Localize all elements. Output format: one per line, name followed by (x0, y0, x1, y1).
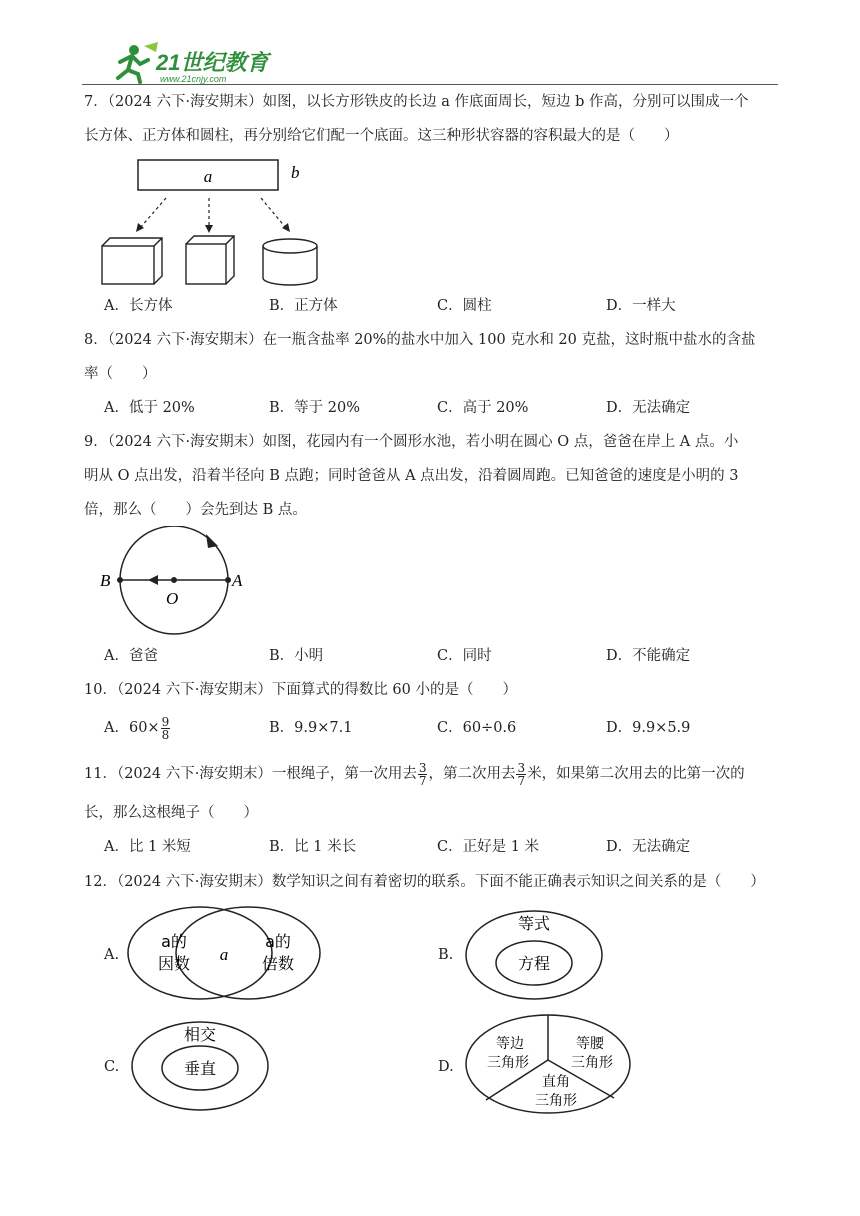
q9-option-d[interactable]: D．不能确定 (606, 648, 691, 664)
q7-option-c[interactable]: C．圆柱 (437, 298, 492, 314)
q9-text-line1: 9．（2024 六下·海安期末）如图，花园内有一个圆形水池，若小明在圆心 O 点，爸爸在岸上 A 点。小 (84, 434, 739, 450)
q12-text-line1: 12．（2024 六下·海安期末）数学知识之间有着密切的联系。下面不能正确表示知识之间关系的是（ ） (84, 874, 765, 890)
q8-option-a[interactable]: A．低于 20% (104, 400, 195, 416)
label-o: O (166, 589, 179, 608)
circumference-arrow-icon (206, 534, 218, 548)
q12-option-a-letter[interactable]: A. (104, 947, 120, 963)
logo-text: 21世纪教育 (156, 50, 269, 75)
site-logo (100, 40, 280, 86)
inner-label: 垂直 (183, 1059, 217, 1078)
fraction-denominator: 7 (418, 773, 427, 788)
outer-label: 相交 (183, 1025, 217, 1044)
q10-text-line1: 10．（2024 六下·海安期末）下面算式的得数比 60 小的是（ ） (84, 682, 517, 698)
sector2-line1: 等腰 (576, 1036, 604, 1052)
q11-option-b[interactable]: B．比 1 米长 (269, 839, 357, 855)
q11-text-line1 (84, 758, 745, 790)
point-o (171, 577, 177, 583)
fraction-denominator: 7 (517, 773, 526, 788)
q11-text-part2: ，第二次用去 (428, 766, 516, 782)
q9-text-line2: 明从 O 点出发，沿着半径向 B 点跑；同时爸爸从 A 点出发，沿着圆周跑。已知爸爸的速度是小明的 3 (84, 468, 739, 484)
point-a (225, 577, 231, 583)
q8-option-b[interactable]: B．等于 20% (269, 400, 360, 416)
sector1-line2: 三角形 (487, 1055, 529, 1071)
q9-option-b[interactable]: B．小明 (269, 648, 324, 664)
q11-option-c[interactable]: C．正好是 1 米 (437, 839, 540, 855)
q7-text-line1: 7．（2024 六下·海安期末）如图，以长方形铁皮的长边 a 作底面周长，短边 b 作高，分别可以围成一个 (84, 94, 749, 110)
q8-text-line1: 8．（2024 六下·海安期末）在一瓶含盐率 20%的盐水中加入 100 克水和 20 克盐，这时瓶中盐水的含盐 (84, 332, 756, 348)
q11-text-line2: 长，那么这根绳子（ ） (84, 805, 258, 821)
q10-fraction (161, 716, 171, 741)
venn-middle: a (219, 945, 229, 964)
q9-option-a[interactable]: A．爸爸 (104, 648, 158, 664)
fraction-numerator: 3 (517, 760, 526, 775)
venn-right-ellipse (176, 907, 320, 999)
label-b: b (291, 163, 300, 182)
q12-venn-a (126, 905, 326, 1001)
dashed-arrows (140, 198, 286, 228)
q11-option-d[interactable]: D．无法确定 (606, 839, 691, 855)
fraction-denominator: 8 (161, 727, 170, 742)
q9-circle-figure (96, 526, 256, 638)
q11-fraction-1 (418, 762, 428, 787)
q10-option-a-prefix: A．60× (104, 720, 160, 736)
cuboid-icon (102, 238, 162, 284)
cube-icon (186, 236, 234, 284)
point-b (117, 577, 123, 583)
q12-option-b-letter[interactable]: B. (438, 947, 454, 963)
q12-option-c-letter[interactable]: C. (104, 1059, 120, 1075)
venn-right-line2: 倍数 (261, 954, 295, 973)
q7-text-line2: 长方体、正方体和圆柱，再分别给它们配一个底面。这三种形状容器的容积最大的是（ ） (84, 128, 679, 144)
q11-text-part1: 11．（2024 六下·海安期末）一根绳子，第一次用去 (84, 766, 417, 782)
q8-option-c[interactable]: C．高于 20% (437, 400, 529, 416)
label-b: B (100, 571, 111, 590)
q12-venn-b (462, 905, 612, 1001)
fraction-numerator: 9 (161, 714, 170, 729)
header-divider (82, 84, 778, 85)
q12-venn-c (128, 1018, 278, 1114)
venn-left-line1: a的 (161, 932, 187, 951)
fraction-numerator: 3 (418, 760, 427, 775)
sector1-line1: 等边 (496, 1036, 524, 1052)
q10-option-d[interactable]: D．9.9×5.9 (606, 720, 691, 736)
logo-url: www.21cnjy.com (160, 74, 227, 84)
q11-fraction-2 (516, 762, 526, 787)
q10-option-b[interactable]: B．9.9×7.1 (269, 720, 353, 736)
venn-left-line2: 因数 (157, 954, 191, 973)
q10-option-a[interactable] (104, 712, 171, 744)
sector2-line2: 三角形 (571, 1055, 613, 1071)
q12-option-d-letter[interactable]: D. (438, 1059, 454, 1075)
q11-option-a[interactable]: A．比 1 米短 (104, 839, 191, 855)
inner-label: 方程 (517, 954, 551, 973)
q7-option-b[interactable]: B．正方体 (269, 298, 338, 314)
radius-arrow-icon (148, 575, 158, 585)
q11-text-part3: 米，如果第二次用去的比第一次的 (527, 766, 745, 782)
label-a: a (203, 167, 213, 186)
sector3-line1: 直角 (542, 1074, 570, 1090)
venn-right-line1: a的 (265, 932, 291, 951)
arrow-heads (136, 223, 290, 233)
venn-left-ellipse (128, 907, 272, 999)
q7-option-a[interactable]: A．长方体 (104, 298, 173, 314)
q8-option-d[interactable]: D．无法确定 (606, 400, 691, 416)
outer-label: 等式 (517, 914, 551, 933)
q7-option-d[interactable]: D．一样大 (606, 298, 676, 314)
q7-figure (96, 158, 336, 288)
runner-icon (118, 42, 158, 82)
q8-text-line2: 率（ ） (84, 366, 157, 382)
q12-venn-d (462, 1012, 638, 1118)
q9-text-line3: 倍，那么（ ）会先到达 B 点。 (84, 502, 307, 518)
q10-option-c[interactable]: C．60÷0.6 (437, 720, 517, 736)
q9-option-c[interactable]: C．同时 (437, 648, 492, 664)
label-a: A (232, 571, 243, 590)
cylinder-icon (263, 239, 317, 285)
sector3-line2: 三角形 (535, 1093, 577, 1109)
